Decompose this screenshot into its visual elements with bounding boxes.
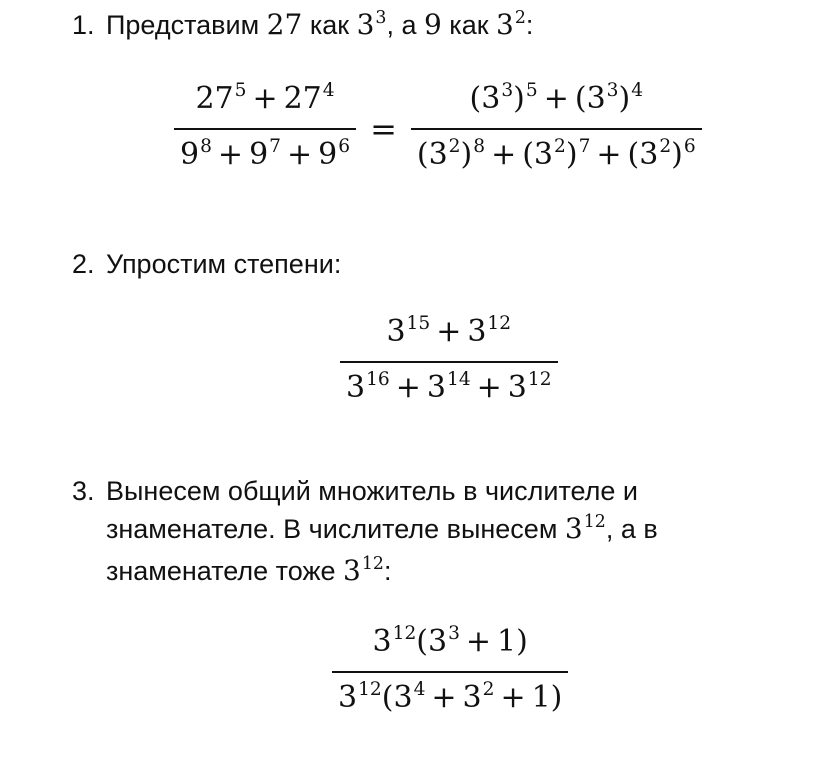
step-number: 2. — [72, 249, 95, 279]
math-operator: + — [470, 370, 508, 405]
step-2 — [72, 245, 341, 283]
step-3-line-3: знаменателе тоже $3^{12}$: — [106, 553, 392, 587]
step-2-text: Упростим степени: — [106, 249, 342, 279]
fraction-lhs — [174, 80, 356, 178]
math-term: $(3^3)^4$ — [574, 79, 644, 116]
numerator — [189, 80, 340, 128]
fraction — [332, 623, 568, 721]
equation-3 — [332, 623, 568, 721]
math-term: $3^{12}$ — [467, 312, 512, 349]
step-1-text: Представим 27 как $3^3$, а 9 как $3^2$: — [106, 7, 534, 41]
math-operator: + 1) — [459, 624, 528, 659]
math-term: ($3^3$ — [416, 622, 460, 659]
math-term: $3^{12}$ — [507, 368, 552, 405]
step-3-line-1: Вынесем общий множитель в числителе и — [106, 476, 638, 506]
math-term: $3^{14}$ — [426, 368, 471, 405]
math-term: $(3^2)^7$ — [522, 135, 591, 172]
math-term: $(3^2)^6$ — [627, 135, 696, 172]
step-3 — [72, 472, 658, 594]
math-term: $(3^3)^5$ — [469, 79, 538, 116]
step-3-line-2: знаменателе. В числителе вынесем $3^{12}$, а в — [106, 511, 658, 545]
math-term: $3^{12}$ — [372, 622, 417, 659]
step-number: 3. — [72, 476, 95, 506]
math-term: $3^{16}$ — [346, 368, 390, 405]
math-term: $9^8$ — [180, 135, 212, 172]
fraction-rhs — [411, 80, 702, 178]
math-term: $27^4$ — [283, 79, 335, 116]
math-term: $3^{12}$ — [338, 678, 382, 715]
math-term: $3^{15}$ — [386, 312, 431, 349]
step-number: 1. — [72, 10, 95, 40]
math-operator: + — [430, 314, 468, 349]
math-operator: + — [246, 81, 284, 116]
math-term: $3^2$ — [462, 678, 495, 715]
equation-2 — [340, 313, 558, 411]
numerator — [367, 623, 534, 671]
fraction — [340, 313, 558, 411]
equation-1 — [174, 80, 702, 178]
math-operator: + — [389, 370, 427, 405]
math-operator: + — [281, 137, 319, 172]
math-term: $(3^2)^8$ — [416, 135, 486, 172]
equals-sign: = — [370, 110, 397, 148]
denominator — [411, 130, 702, 178]
math-term: $27^5$ — [195, 79, 247, 116]
math-term: ($3^4$ — [381, 678, 426, 715]
denominator — [340, 363, 558, 411]
math-operator: + — [485, 137, 523, 172]
math-operator: + — [211, 137, 250, 172]
step-1 — [72, 6, 533, 48]
math-operator: + — [590, 137, 628, 172]
math-term: $9^7$ — [249, 135, 281, 172]
math-operator: + — [537, 81, 575, 116]
math-term: $9^6$ — [318, 135, 351, 172]
math-operator: + — [425, 680, 463, 715]
numerator — [464, 80, 650, 128]
numerator — [380, 313, 517, 361]
denominator — [174, 130, 356, 178]
denominator — [332, 673, 568, 721]
math-operator: + 1) — [494, 680, 563, 715]
